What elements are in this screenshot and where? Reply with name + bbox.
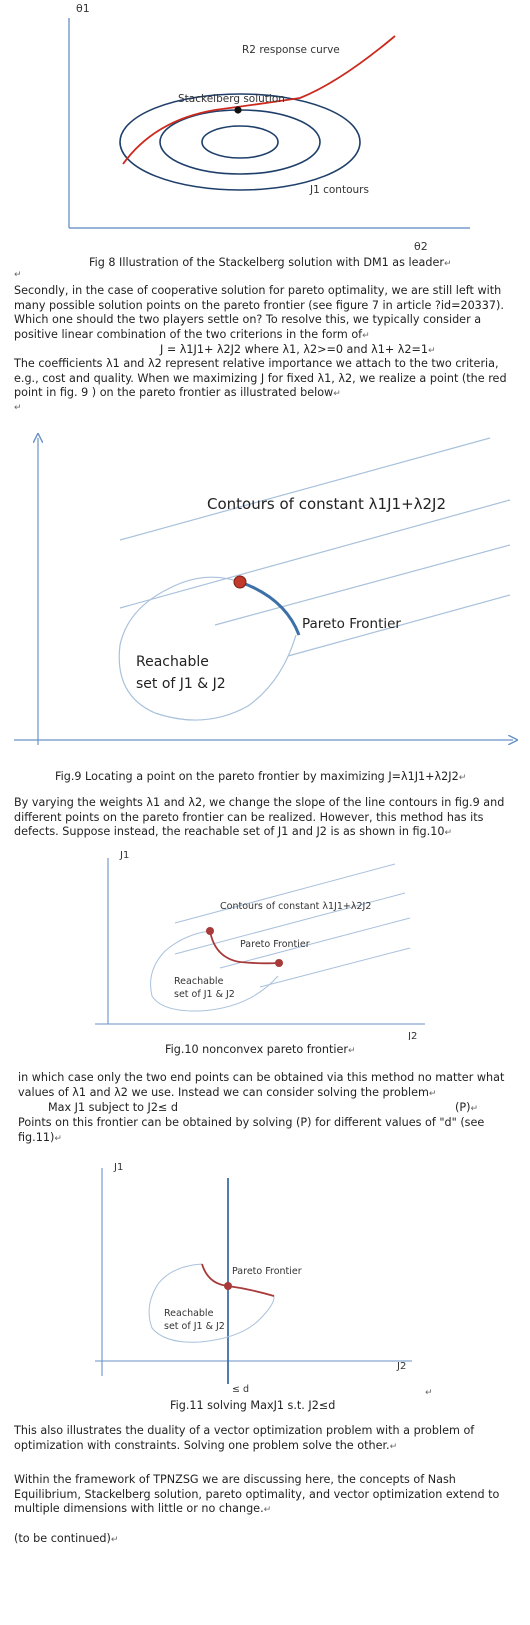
fig9-optimal-point: [234, 576, 246, 588]
fig8-caption-text: Fig 8 Illustration of the Stackelberg solution with DM1 as leader: [89, 256, 444, 269]
paragraph-3-text: in which case only the two end points can be obtained via this method no matter what values of λ1 and λ2 we use. Instead we can consider solving the problem: [18, 1071, 505, 1099]
return-mark: ↵: [14, 403, 22, 413]
fig9-caption-text: Fig.9 Locating a point on the pareto frontier by maximizing J=λ1J1+λ2J2: [55, 770, 459, 783]
paragraph-6-text: (to be continued): [14, 1532, 111, 1545]
fig10-reachable-line1: Reachable: [174, 976, 224, 987]
figure-8-svg: [60, 0, 480, 255]
fig10-y-label: J1: [120, 850, 130, 861]
figure-9-svg: [10, 430, 520, 745]
paragraph-1b: The coefficients λ1 and λ2 represent relative importance we attach to the two criteria, e.g., cost and quality. When we maximizing J for fixed λ1, λ2, we realize a point (the red point in fig. 9 ) on the pareto frontier as illustrated below↵: [14, 357, 507, 399]
paragraph-5-text: Within the framework of TPNZSG we are discussing here, the concepts of Nash Equilibrium, Stackelberg solution, pareto optimality, and vector optimization extend to multiple dimensions with little or no change.: [14, 1473, 500, 1515]
fig10-reachable-line2: set of J1 & J2: [174, 989, 235, 1000]
fig10-x-label: J2: [408, 1031, 418, 1040]
fig11-d-label: ≤ d: [232, 1384, 250, 1395]
fig9-reachable-line2: set of J1 & J2: [136, 676, 226, 692]
problem-line: Max J1 subject to J2≤ d (P)↵: [48, 1101, 478, 1114]
formula-text: J = λ1J1+ λ2J2 where λ1, λ2>=0 and λ1+ λ2=1: [160, 343, 429, 356]
problem-text: Max J1 subject to J2≤ d: [48, 1101, 179, 1114]
fig11-y-label: J1: [114, 1162, 124, 1173]
fig9-contour-line: [120, 500, 510, 608]
paragraph-1: Secondly, in the case of cooperative solution for pareto optimality, we are still left with many possible solution points on the pareto frontier (see figure 7 in article ?id=20337). Which one should the two players settle on? To resolve this, we typically consider a positive linear combination of the two criterions in the form of↵: [14, 284, 504, 341]
fig8-y-label: θ1: [76, 2, 90, 15]
fig10-end-point: [275, 959, 283, 967]
fig10-contours-label: Contours of constant λ1J1+λ2J2: [220, 901, 372, 912]
fig9-contours-label: Contours of constant λ1J1+λ2J2: [207, 495, 447, 513]
fig11-reachable-line1: Reachable: [164, 1308, 214, 1319]
figure-10-svg: [90, 846, 430, 1040]
paragraph-4-text: This also illustrates the duality of a vector optimization problem with a problem of optimization with constraints. Solving one problem solve the other.: [14, 1424, 475, 1452]
fig10-contour-line: [175, 864, 395, 923]
fig8-contours-label: J1 contours: [310, 184, 369, 196]
figure-11-svg: [90, 1156, 435, 1396]
paragraph-6: (to be continued)↵: [14, 1532, 119, 1545]
figure-11: [90, 1156, 435, 1396]
fig8-response-label: R2 response curve: [242, 44, 340, 56]
return-mark: ↵: [14, 270, 22, 280]
figure-10: [90, 846, 430, 1040]
fig9-pareto-label: Pareto Frontier: [302, 616, 401, 632]
figure-9: [10, 430, 520, 745]
return-mark: ↵: [425, 1388, 433, 1398]
figure-8: [60, 0, 480, 255]
problem-tag: (P): [454, 1101, 471, 1114]
formula-line: J = λ1J1+ λ2J2 where λ1, λ2>=0 and λ1+ λ2=1↵: [160, 343, 436, 356]
fig10-contour-line: [260, 948, 410, 987]
paragraph-3: in which case only the two end points can be obtained via this method no matter what values of λ1 and λ2 we use. Instead we can consider solving the problem↵: [18, 1071, 505, 1099]
fig11-pareto-label: Pareto Frontier: [232, 1266, 302, 1277]
fig11-reachable-line2: set of J1 & J2: [164, 1321, 225, 1332]
fig9-caption: Fig.9 Locating a point on the pareto frontier by maximizing J=λ1J1+λ2J2↵: [55, 770, 467, 783]
fig11-caption-text: Fig.11 solving MaxJ1 s.t. J2≤d: [170, 1399, 336, 1412]
fig11-solution-point: [224, 1282, 232, 1290]
fig10-end-point: [206, 927, 214, 935]
fig8-x-label: θ2: [414, 240, 428, 253]
paragraph-3b-text: Points on this frontier can be obtained by solving (P) for different values of "d" (see fig.11): [18, 1116, 485, 1144]
fig10-caption: Fig.10 nonconvex pareto frontier↵: [165, 1043, 356, 1056]
paragraph-1-text: Secondly, in the case of cooperative solution for pareto optimality, we are still left with many possible solution points on the pareto frontier (see figure 7 in article ?id=20337). Which one should the two players settle on? To resolve this, we typically consider a positive linear combination of the two criterions in the form of: [14, 284, 504, 341]
fig11-x-label: J2: [397, 1361, 407, 1372]
paragraph-1b-text: The coefficients λ1 and λ2 represent relative importance we attach to the two criteria, e.g., cost and quality. When we maximizing J for fixed λ1, λ2, we realize a point (the red point in fig. 9 ) on the pareto frontier as illustrated below: [14, 357, 507, 399]
fig8-caption: Fig 8 Illustration of the Stackelberg solution with DM1 as leader↵: [89, 256, 452, 269]
paragraph-4: This also illustrates the duality of a vector optimization problem with a problem of optimization with constraints. Solving one problem solve the other.↵: [14, 1424, 475, 1452]
fig8-stackelberg-label: Stackelberg solution: [178, 93, 285, 105]
paragraph-5: Within the framework of TPNZSG we are discussing here, the concepts of Nash Equilibrium, Stackelberg solution, pareto optimality, and vector optimization extend to multiple dimensions with little or no change.↵: [14, 1473, 500, 1515]
paragraph-3b: Points on this frontier can be obtained by solving (P) for different values of "d" (see fig.11)↵: [18, 1116, 485, 1144]
fig9-pareto-frontier: [240, 582, 299, 635]
fig9-contour-line: [215, 545, 510, 625]
fig8-contour-inner: [202, 126, 278, 158]
fig8-stackelberg-point: [234, 106, 241, 113]
paragraph-2-text: By varying the weights λ1 and λ2, we change the slope of the line contours in fig.9 and different points on the pareto frontier can be realized. However, this method has its defects. Suppose instead, the reachable set of J1 and J2 is as shown in fig.10: [14, 796, 505, 838]
fig9-reachable-line1: Reachable: [136, 654, 209, 670]
fig9-contour-line: [120, 438, 490, 540]
fig10-caption-text: Fig.10 nonconvex pareto frontier: [165, 1043, 348, 1056]
paragraph-2: By varying the weights λ1 and λ2, we change the slope of the line contours in fig.9 and different points on the pareto frontier can be realized. However, this method has its defects. Suppose instead, the reachable set of J1 and J2 is as shown in fig.10↵: [14, 796, 505, 838]
fig8-contour-middle: [160, 110, 320, 174]
fig10-pareto-label: Pareto Frontier: [240, 939, 310, 950]
fig11-caption: [170, 1399, 335, 1412]
